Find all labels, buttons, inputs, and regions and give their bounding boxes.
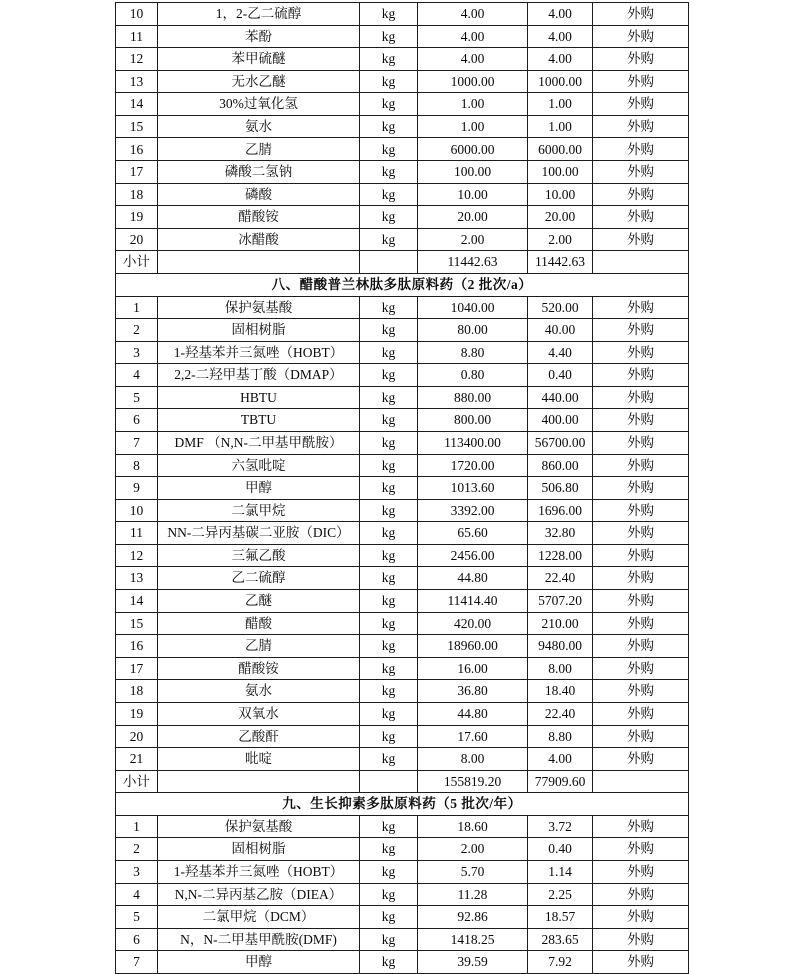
unit-cell: kg bbox=[360, 115, 418, 138]
unit-cell: kg bbox=[360, 70, 418, 93]
procurement-cell: 外购 bbox=[593, 635, 689, 658]
quantity-batch-cell: 22.40 bbox=[528, 567, 593, 590]
procurement-cell: 外购 bbox=[593, 206, 689, 229]
quantity-annual-cell: 16.00 bbox=[418, 657, 528, 680]
material-name-cell: 二氯甲烷 bbox=[158, 499, 360, 522]
unit-cell: kg bbox=[360, 544, 418, 567]
quantity-annual-cell: 8.00 bbox=[418, 748, 528, 771]
unit-cell: kg bbox=[360, 522, 418, 545]
procurement-cell: 外购 bbox=[593, 815, 689, 838]
material-name-cell: 甲醇 bbox=[158, 477, 360, 500]
quantity-annual-cell: 36.80 bbox=[418, 680, 528, 703]
quantity-batch-cell: 18.40 bbox=[528, 680, 593, 703]
unit-cell: kg bbox=[360, 612, 418, 635]
material-name-cell: 保护氨基酸 bbox=[158, 815, 360, 838]
unit-cell: kg bbox=[360, 48, 418, 71]
row-number-cell: 15 bbox=[116, 612, 158, 635]
quantity-batch-cell: 4.00 bbox=[528, 48, 593, 71]
quantity-batch-cell: 56700.00 bbox=[528, 431, 593, 454]
row-number-cell: 9 bbox=[116, 477, 158, 500]
section-header-row bbox=[116, 273, 689, 296]
procurement-cell: 外购 bbox=[593, 748, 689, 771]
procurement-cell: 外购 bbox=[593, 228, 689, 251]
row-number-cell: 19 bbox=[116, 206, 158, 229]
quantity-annual-cell: 0.80 bbox=[418, 364, 528, 387]
quantity-batch-cell: 3.72 bbox=[528, 815, 593, 838]
table-row bbox=[116, 454, 689, 477]
table-row bbox=[116, 183, 689, 206]
table-row bbox=[116, 228, 689, 251]
quantity-batch-cell: 20.00 bbox=[528, 206, 593, 229]
unit-cell: kg bbox=[360, 499, 418, 522]
quantity-annual-cell: 18.60 bbox=[418, 815, 528, 838]
table-row bbox=[116, 567, 689, 590]
unit-cell: kg bbox=[360, 590, 418, 613]
quantity-batch-cell: 4.40 bbox=[528, 341, 593, 364]
unit-cell: kg bbox=[360, 319, 418, 342]
row-number-cell: 小计 bbox=[116, 251, 158, 274]
quantity-batch-cell: 520.00 bbox=[528, 296, 593, 319]
procurement-cell: 外购 bbox=[593, 928, 689, 951]
procurement-cell: 外购 bbox=[593, 364, 689, 387]
material-name-cell: TBTU bbox=[158, 409, 360, 432]
unit-cell: kg bbox=[360, 93, 418, 116]
material-name-cell: 磷酸二氢钠 bbox=[158, 161, 360, 184]
row-number-cell: 1 bbox=[116, 296, 158, 319]
row-number-cell: 12 bbox=[116, 48, 158, 71]
material-name-cell: 乙二硫醇 bbox=[158, 567, 360, 590]
quantity-annual-cell: 2.00 bbox=[418, 228, 528, 251]
material-name-cell: 甲醇 bbox=[158, 951, 360, 974]
row-number-cell: 21 bbox=[116, 748, 158, 771]
section-header-row bbox=[116, 793, 689, 816]
quantity-annual-cell: 1720.00 bbox=[418, 454, 528, 477]
table-row bbox=[116, 161, 689, 184]
procurement-cell: 外购 bbox=[593, 431, 689, 454]
row-number-cell: 7 bbox=[116, 431, 158, 454]
row-number-cell: 小计 bbox=[116, 770, 158, 793]
subtotal-row bbox=[116, 770, 689, 793]
row-number-cell: 17 bbox=[116, 657, 158, 680]
table-row bbox=[116, 544, 689, 567]
quantity-batch-cell: 8.80 bbox=[528, 725, 593, 748]
table-row bbox=[116, 48, 689, 71]
table-row bbox=[116, 206, 689, 229]
quantity-batch-cell: 0.40 bbox=[528, 364, 593, 387]
unit-cell bbox=[360, 770, 418, 793]
procurement-cell: 外购 bbox=[593, 25, 689, 48]
unit-cell: kg bbox=[360, 657, 418, 680]
quantity-batch-cell: 22.40 bbox=[528, 702, 593, 725]
procurement-cell: 外购 bbox=[593, 657, 689, 680]
row-number-cell: 8 bbox=[116, 454, 158, 477]
quantity-annual-cell: 65.60 bbox=[418, 522, 528, 545]
table-row bbox=[116, 883, 689, 906]
quantity-batch-cell: 1000.00 bbox=[528, 70, 593, 93]
unit-cell: kg bbox=[360, 138, 418, 161]
row-number-cell: 10 bbox=[116, 3, 158, 26]
unit-cell: kg bbox=[360, 951, 418, 974]
material-name-cell: 二氯甲烷（DCM） bbox=[158, 906, 360, 929]
material-name-cell: NN-二异丙基碳二亚胺（DIC） bbox=[158, 522, 360, 545]
quantity-annual-cell: 1.00 bbox=[418, 93, 528, 116]
unit-cell: kg bbox=[360, 815, 418, 838]
unit-cell: kg bbox=[360, 635, 418, 658]
material-name-cell: 2,2-二羟甲基丁酸（DMAP） bbox=[158, 364, 360, 387]
quantity-annual-cell: 2456.00 bbox=[418, 544, 528, 567]
procurement-cell: 外购 bbox=[593, 341, 689, 364]
procurement-cell: 外购 bbox=[593, 860, 689, 883]
quantity-annual-cell: 44.80 bbox=[418, 702, 528, 725]
procurement-cell: 外购 bbox=[593, 319, 689, 342]
unit-cell: kg bbox=[360, 161, 418, 184]
procurement-cell: 外购 bbox=[593, 544, 689, 567]
quantity-annual-cell: 11.28 bbox=[418, 883, 528, 906]
quantity-annual-cell: 5.70 bbox=[418, 860, 528, 883]
procurement-cell: 外购 bbox=[593, 522, 689, 545]
quantity-batch-cell: 11442.63 bbox=[528, 251, 593, 274]
procurement-cell: 外购 bbox=[593, 883, 689, 906]
quantity-batch-cell: 9480.00 bbox=[528, 635, 593, 658]
table-row bbox=[116, 138, 689, 161]
procurement-cell: 外购 bbox=[593, 161, 689, 184]
quantity-batch-cell: 18.57 bbox=[528, 906, 593, 929]
row-number-cell: 6 bbox=[116, 928, 158, 951]
material-name-cell: 乙腈 bbox=[158, 138, 360, 161]
table-row bbox=[116, 860, 689, 883]
material-name-cell: 固相树脂 bbox=[158, 319, 360, 342]
quantity-batch-cell: 506.80 bbox=[528, 477, 593, 500]
procurement-cell bbox=[593, 770, 689, 793]
table-row bbox=[116, 657, 689, 680]
material-name-cell: 无水乙醚 bbox=[158, 70, 360, 93]
quantity-annual-cell: 8.80 bbox=[418, 341, 528, 364]
row-number-cell: 2 bbox=[116, 319, 158, 342]
material-name-cell: 磷酸 bbox=[158, 183, 360, 206]
material-name-cell: 1，2-乙二硫醇 bbox=[158, 3, 360, 26]
material-name-cell: 30%过氧化氢 bbox=[158, 93, 360, 116]
quantity-annual-cell: 92.86 bbox=[418, 906, 528, 929]
unit-cell: kg bbox=[360, 296, 418, 319]
quantity-annual-cell: 1418.25 bbox=[418, 928, 528, 951]
table-row bbox=[116, 635, 689, 658]
material-name-cell: 苯甲硫醚 bbox=[158, 48, 360, 71]
quantity-annual-cell: 44.80 bbox=[418, 567, 528, 590]
quantity-annual-cell: 6000.00 bbox=[418, 138, 528, 161]
unit-cell: kg bbox=[360, 567, 418, 590]
procurement-cell: 外购 bbox=[593, 115, 689, 138]
material-name-cell: 冰醋酸 bbox=[158, 228, 360, 251]
material-name-cell: N,N-二异丙基乙胺（DIEA） bbox=[158, 883, 360, 906]
quantity-batch-cell: 6000.00 bbox=[528, 138, 593, 161]
row-number-cell: 6 bbox=[116, 409, 158, 432]
row-number-cell: 7 bbox=[116, 951, 158, 974]
table-row bbox=[116, 612, 689, 635]
quantity-batch-cell: 0.40 bbox=[528, 838, 593, 861]
material-name-cell: 醋酸 bbox=[158, 612, 360, 635]
unit-cell: kg bbox=[360, 928, 418, 951]
unit-cell: kg bbox=[360, 341, 418, 364]
unit-cell: kg bbox=[360, 883, 418, 906]
quantity-batch-cell: 860.00 bbox=[528, 454, 593, 477]
section-title: 八、醋酸普兰林肽多肽原料药（2 批次/a） bbox=[116, 273, 689, 296]
quantity-batch-cell: 2.25 bbox=[528, 883, 593, 906]
procurement-cell: 外购 bbox=[593, 702, 689, 725]
unit-cell: kg bbox=[360, 228, 418, 251]
table-row bbox=[116, 838, 689, 861]
table-row bbox=[116, 341, 689, 364]
row-number-cell: 1 bbox=[116, 815, 158, 838]
row-number-cell: 18 bbox=[116, 680, 158, 703]
material-name-cell: 氨水 bbox=[158, 115, 360, 138]
table-row bbox=[116, 25, 689, 48]
row-number-cell: 5 bbox=[116, 906, 158, 929]
procurement-cell: 外购 bbox=[593, 590, 689, 613]
row-number-cell: 10 bbox=[116, 499, 158, 522]
quantity-batch-cell: 1.00 bbox=[528, 93, 593, 116]
table-row bbox=[116, 70, 689, 93]
row-number-cell: 14 bbox=[116, 590, 158, 613]
quantity-batch-cell: 1.00 bbox=[528, 115, 593, 138]
material-name-cell: 保护氨基酸 bbox=[158, 296, 360, 319]
section-title: 九、生长抑素多肽原料药（5 批次/年） bbox=[116, 793, 689, 816]
table-row bbox=[116, 3, 689, 26]
material-name-cell: DMF （N,N-二甲基甲酰胺） bbox=[158, 431, 360, 454]
material-name-cell: 固相树脂 bbox=[158, 838, 360, 861]
quantity-annual-cell: 2.00 bbox=[418, 838, 528, 861]
row-number-cell: 20 bbox=[116, 228, 158, 251]
table-row bbox=[116, 319, 689, 342]
unit-cell: kg bbox=[360, 3, 418, 26]
table-row bbox=[116, 364, 689, 387]
procurement-cell: 外购 bbox=[593, 296, 689, 319]
material-name-cell bbox=[158, 251, 360, 274]
quantity-annual-cell: 11414.40 bbox=[418, 590, 528, 613]
quantity-annual-cell: 4.00 bbox=[418, 3, 528, 26]
quantity-annual-cell: 4.00 bbox=[418, 25, 528, 48]
table-row bbox=[116, 93, 689, 116]
table-row bbox=[116, 590, 689, 613]
quantity-annual-cell: 11442.63 bbox=[418, 251, 528, 274]
row-number-cell: 4 bbox=[116, 364, 158, 387]
table-row bbox=[116, 906, 689, 929]
procurement-cell: 外购 bbox=[593, 725, 689, 748]
procurement-cell: 外购 bbox=[593, 680, 689, 703]
material-name-cell: 三氟乙酸 bbox=[158, 544, 360, 567]
subtotal-row bbox=[116, 251, 689, 274]
row-number-cell: 2 bbox=[116, 838, 158, 861]
row-number-cell: 12 bbox=[116, 544, 158, 567]
row-number-cell: 5 bbox=[116, 386, 158, 409]
row-number-cell: 14 bbox=[116, 93, 158, 116]
row-number-cell: 19 bbox=[116, 702, 158, 725]
procurement-cell: 外购 bbox=[593, 138, 689, 161]
row-number-cell: 11 bbox=[116, 522, 158, 545]
table-row bbox=[116, 409, 689, 432]
table-row bbox=[116, 386, 689, 409]
material-name-cell: HBTU bbox=[158, 386, 360, 409]
quantity-annual-cell: 10.00 bbox=[418, 183, 528, 206]
unit-cell: kg bbox=[360, 725, 418, 748]
table-row bbox=[116, 702, 689, 725]
material-name-cell: 氨水 bbox=[158, 680, 360, 703]
unit-cell: kg bbox=[360, 206, 418, 229]
procurement-cell: 外购 bbox=[593, 499, 689, 522]
procurement-cell: 外购 bbox=[593, 70, 689, 93]
unit-cell: kg bbox=[360, 680, 418, 703]
unit-cell: kg bbox=[360, 860, 418, 883]
quantity-batch-cell: 4.00 bbox=[528, 748, 593, 771]
material-name-cell: 乙醚 bbox=[158, 590, 360, 613]
quantity-annual-cell: 420.00 bbox=[418, 612, 528, 635]
quantity-annual-cell: 100.00 bbox=[418, 161, 528, 184]
quantity-annual-cell: 18960.00 bbox=[418, 635, 528, 658]
table-row bbox=[116, 928, 689, 951]
procurement-cell: 外购 bbox=[593, 409, 689, 432]
material-name-cell bbox=[158, 770, 360, 793]
unit-cell: kg bbox=[360, 906, 418, 929]
material-name-cell: 乙腈 bbox=[158, 635, 360, 658]
procurement-cell: 外购 bbox=[593, 951, 689, 974]
row-number-cell: 16 bbox=[116, 138, 158, 161]
quantity-annual-cell: 3392.00 bbox=[418, 499, 528, 522]
quantity-batch-cell: 1228.00 bbox=[528, 544, 593, 567]
quantity-batch-cell: 400.00 bbox=[528, 409, 593, 432]
material-name-cell: 醋酸铵 bbox=[158, 657, 360, 680]
procurement-cell: 外购 bbox=[593, 183, 689, 206]
material-name-cell: N，N-二甲基甲酰胺(DMF) bbox=[158, 928, 360, 951]
quantity-annual-cell: 80.00 bbox=[418, 319, 528, 342]
procurement-cell: 外购 bbox=[593, 838, 689, 861]
row-number-cell: 3 bbox=[116, 341, 158, 364]
unit-cell: kg bbox=[360, 431, 418, 454]
table-row bbox=[116, 522, 689, 545]
unit-cell: kg bbox=[360, 454, 418, 477]
row-number-cell: 17 bbox=[116, 161, 158, 184]
quantity-batch-cell: 4.00 bbox=[528, 3, 593, 26]
unit-cell: kg bbox=[360, 477, 418, 500]
row-number-cell: 20 bbox=[116, 725, 158, 748]
table-row bbox=[116, 951, 689, 974]
quantity-batch-cell: 283.65 bbox=[528, 928, 593, 951]
row-number-cell: 13 bbox=[116, 567, 158, 590]
quantity-batch-cell: 5707.20 bbox=[528, 590, 593, 613]
quantity-annual-cell: 113400.00 bbox=[418, 431, 528, 454]
unit-cell: kg bbox=[360, 748, 418, 771]
quantity-batch-cell: 7.92 bbox=[528, 951, 593, 974]
quantity-batch-cell: 32.80 bbox=[528, 522, 593, 545]
table-row bbox=[116, 477, 689, 500]
material-name-cell: 乙酸酐 bbox=[158, 725, 360, 748]
material-name-cell: 吡啶 bbox=[158, 748, 360, 771]
material-name-cell: 1-羟基苯并三氮唑（HOBT） bbox=[158, 860, 360, 883]
unit-cell: kg bbox=[360, 364, 418, 387]
quantity-batch-cell: 210.00 bbox=[528, 612, 593, 635]
material-name-cell: 1-羟基苯并三氮唑（HOBT） bbox=[158, 341, 360, 364]
quantity-annual-cell: 800.00 bbox=[418, 409, 528, 432]
quantity-annual-cell: 155819.20 bbox=[418, 770, 528, 793]
procurement-cell: 外购 bbox=[593, 612, 689, 635]
procurement-cell: 外购 bbox=[593, 454, 689, 477]
row-number-cell: 18 bbox=[116, 183, 158, 206]
quantity-annual-cell: 39.59 bbox=[418, 951, 528, 974]
table-row bbox=[116, 431, 689, 454]
quantity-annual-cell: 1000.00 bbox=[418, 70, 528, 93]
quantity-annual-cell: 4.00 bbox=[418, 48, 528, 71]
table-row bbox=[116, 748, 689, 771]
procurement-cell: 外购 bbox=[593, 93, 689, 116]
procurement-cell: 外购 bbox=[593, 48, 689, 71]
procurement-cell bbox=[593, 251, 689, 274]
quantity-annual-cell: 1040.00 bbox=[418, 296, 528, 319]
table-row bbox=[116, 815, 689, 838]
table-row bbox=[116, 115, 689, 138]
quantity-batch-cell: 10.00 bbox=[528, 183, 593, 206]
quantity-batch-cell: 100.00 bbox=[528, 161, 593, 184]
unit-cell: kg bbox=[360, 183, 418, 206]
unit-cell: kg bbox=[360, 702, 418, 725]
quantity-batch-cell: 440.00 bbox=[528, 386, 593, 409]
table-row bbox=[116, 680, 689, 703]
table-row bbox=[116, 296, 689, 319]
quantity-batch-cell: 1.14 bbox=[528, 860, 593, 883]
quantity-batch-cell: 4.00 bbox=[528, 25, 593, 48]
material-name-cell: 六氢吡啶 bbox=[158, 454, 360, 477]
unit-cell: kg bbox=[360, 838, 418, 861]
unit-cell: kg bbox=[360, 386, 418, 409]
quantity-batch-cell: 2.00 bbox=[528, 228, 593, 251]
quantity-annual-cell: 20.00 bbox=[418, 206, 528, 229]
row-number-cell: 4 bbox=[116, 883, 158, 906]
row-number-cell: 11 bbox=[116, 25, 158, 48]
row-number-cell: 13 bbox=[116, 70, 158, 93]
quantity-batch-cell: 8.00 bbox=[528, 657, 593, 680]
row-number-cell: 3 bbox=[116, 860, 158, 883]
quantity-batch-cell: 1696.00 bbox=[528, 499, 593, 522]
procurement-cell: 外购 bbox=[593, 3, 689, 26]
quantity-annual-cell: 17.60 bbox=[418, 725, 528, 748]
unit-cell: kg bbox=[360, 25, 418, 48]
quantity-annual-cell: 880.00 bbox=[418, 386, 528, 409]
quantity-batch-cell: 40.00 bbox=[528, 319, 593, 342]
unit-cell: kg bbox=[360, 409, 418, 432]
procurement-cell: 外购 bbox=[593, 386, 689, 409]
material-name-cell: 双氧水 bbox=[158, 702, 360, 725]
quantity-batch-cell: 77909.60 bbox=[528, 770, 593, 793]
material-name-cell: 苯酚 bbox=[158, 25, 360, 48]
materials-table bbox=[115, 2, 689, 974]
quantity-annual-cell: 1013.60 bbox=[418, 477, 528, 500]
procurement-cell: 外购 bbox=[593, 906, 689, 929]
procurement-cell: 外购 bbox=[593, 567, 689, 590]
row-number-cell: 15 bbox=[116, 115, 158, 138]
row-number-cell: 16 bbox=[116, 635, 158, 658]
table-row bbox=[116, 499, 689, 522]
procurement-cell: 外购 bbox=[593, 477, 689, 500]
material-name-cell: 醋酸铵 bbox=[158, 206, 360, 229]
quantity-annual-cell: 1.00 bbox=[418, 115, 528, 138]
table-row bbox=[116, 725, 689, 748]
unit-cell bbox=[360, 251, 418, 274]
